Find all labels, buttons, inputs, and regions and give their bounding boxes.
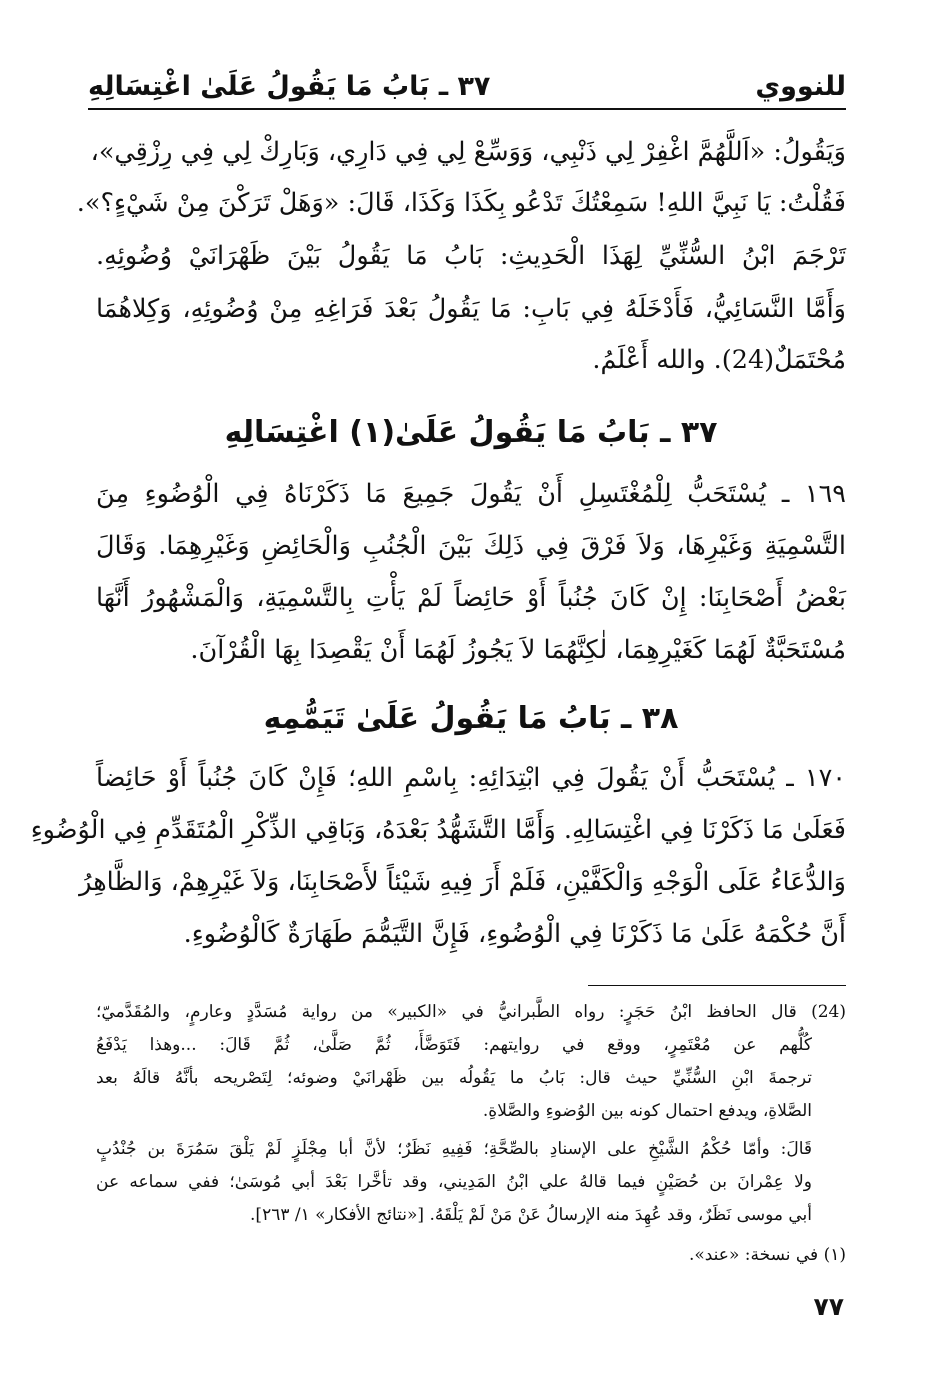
chapter-heading-38: ٣٨ ـ بَابُ مَا يَقُولُ عَلَىٰ تَيَمُّمِهِ — [263, 701, 679, 736]
header-running-title: ٣٧ ـ بَابُ مَا يَقُولُ عَلَىٰ اغْتِسَالِهِ — [88, 71, 491, 102]
header-author: للنووي — [755, 71, 846, 102]
paragraph-169-line: ١٦٩ ـ يُسْتَحَبُّ لِلْمُغْتَسِلِ أَنْ يَقُولَ جَمِيعَ مَا ذَكَرْنَاهُ فِي الْوُضُوءِ مِنَ — [96, 479, 846, 509]
paragraph-170-line: وَالدُّعَاءُ عَلَى الْوَجْهِ وَالْكَفَّيْنِ، فَلَمْ أَرَ فِيهِ شَيْئاً لأَصْحَابِنَا، وَلاَ غَيْرِهِمْ، وَالظَّاهِرُ — [79, 867, 846, 897]
footnote-24-line: ترجمةَ ابْنِ السُّنِّيِّ حيث قال: بَابُ ما يَقُولُه بين ظَهْرانَيْ وضوئه؛ لِتَصْريحه بأنَّهُ قالَهُ بعد — [96, 1068, 812, 1088]
paragraph-170-line: أَنَّ حُكْمَهُ عَلَىٰ مَا ذَكَرْنَا فِي الْوُضُوءِ، فَإِنَّ التَّيَمُّمَ طَهَارَةٌ كَالْوُضُوءِ. — [183, 919, 846, 949]
paragraph-169-line: بَعْضُ أَصْحَابِنَا: إِنْ كَانَ جُنُباً أَوْ حَائِضاً لَمْ يَأْتِ بِالتَّسْمِيَةِ، وَالْمَشْهُورُ أَنَّهَا — [96, 583, 846, 613]
paragraph-170-line: ١٧٠ ـ يُسْتَحَبُّ أَنْ يَقُولَ فِي ابْتِدَائِهِ: بِاسْمِ اللهِ؛ فَإِنْ كَانَ جُنُباً أَوْ حَائِضاً — [96, 763, 846, 793]
body-line: فَقُلْتُ: يَا نَبِيَّ اللهِ! سَمِعْتُكَ تَدْعُو بِكَذَا وَكَذَا، قَالَ: «وَهَلْ تَرَكْنَ مِنْ شَيْءٍ؟». — [76, 188, 846, 218]
paragraph-170-line: فَعَلَىٰ مَا ذَكَرْنَا فِي اغْتِسَالِهِ. وَأَمَّا التَّشَهُّدُ بَعْدَهُ، وَبَاقِي الذِّكْرِ الْمُتَقَدِّمِ فِي الْوُضُوءِ — [30, 815, 846, 845]
footnote-24-line: أبي موسى نَظَرٌ، وقد عُهِدَ منه الإرسالُ عَنْ مَنْ لَمْ يَلْقَهُ. [«نتائج الأفكار» ١/ ٢٦٣]. — [250, 1205, 812, 1225]
footnote-1: (١) في نسخة: «عند». — [688, 1245, 846, 1265]
running-header — [88, 58, 846, 110]
footnote-24-line: كُلُّهم عن مُعْتَمِرٍ، ووقع في روايتهم: فَتَوَضَّأَ، ثُمَّ صَلَّىٰ، ثُمَّ قَالَ: ...وهذا يَدْفَعُ — [96, 1035, 812, 1055]
body-line: تَرْجَمَ ابْنُ السُّنِّيِّ لِهَذَا الْحَدِيثِ: بَابُ مَا يَقُولُ بَيْنَ ظَهْرَانَيْ وُضُوئِهِ. — [96, 241, 846, 271]
paragraph-169-line: التَّسْمِيَةِ وَغَيْرِهَا، وَلاَ فَرْقَ فِي ذَلِكَ بَيْنَ الْجُنُبِ وَالْحَائِضِ وَغَيْرِهِمَا. وَقَالَ — [96, 531, 846, 561]
body-line: وَيَقُولُ: «اَللَّهُمَّ اغْفِرْ لِي ذَنْبِي، وَوَسِّعْ لِي فِي دَارِي، وَبَارِكْ لِي فِي رِزْقِي»، — [90, 137, 846, 167]
chapter-heading-37: ٣٧ ـ بَابُ مَا يَقُولُ عَلَىٰ(١) اغْتِسَالِهِ — [224, 415, 718, 450]
paragraph-169-line: مُسْتَحَبَّةٌ لَهُمَا كَغَيْرِهِمَا، لٰكِنَّهُمَا لاَ يَجُوزُ لَهُمَا أَنْ يَقْصِدَا بِهَا الْقُرْآنَ. — [190, 635, 846, 665]
footnote-24-line: ولا عِمْرانَ بن حُصَيْنٍ فيما قالهُ علي ابْنُ المَدِيني، وقد تأخَّرا بَعْدَ أبي مُوسَىٰ؛ ففي سماعه عن — [96, 1172, 812, 1192]
body-line: مُحْتَمَلٌ(24). والله أَعْلَمُ. — [592, 345, 846, 375]
footnote-24-line: (24) قال الحافظ ابْنُ حَجَرٍ: رواه الطَّبرانيُّ في «الكبير» من رواية مُسَدَّدٍ وعارمٍ، والمُقَدَّميّ؛ — [96, 1002, 846, 1022]
page-number: ٧٧ — [813, 1292, 844, 1321]
footnote-24-line: قَالَ: وأمّا حُكْمُ الشَّيْخِ على الإسنادِ بالصِّحَّةِ؛ فَفِيهِ نَظَرٌ؛ لأنَّ أبا مِجْلَزٍ لَمْ يَلْقَ سَمُرَةَ بن جُنْدُبٍ — [96, 1139, 812, 1159]
footnote-separator — [588, 985, 846, 986]
body-line: وَأَمَّا النَّسَائِيُّ، فَأَدْخَلَهُ فِي بَابِ: مَا يَقُولُ بَعْدَ فَرَاغِهِ مِنْ وُضُوئِهِ، وَكِلاهُمَا — [96, 294, 846, 324]
footnote-24-line: الصَّلاةِ، ويدفع احتمال كونه بين الوُضوءِ والصَّلاةِ. — [482, 1101, 812, 1121]
